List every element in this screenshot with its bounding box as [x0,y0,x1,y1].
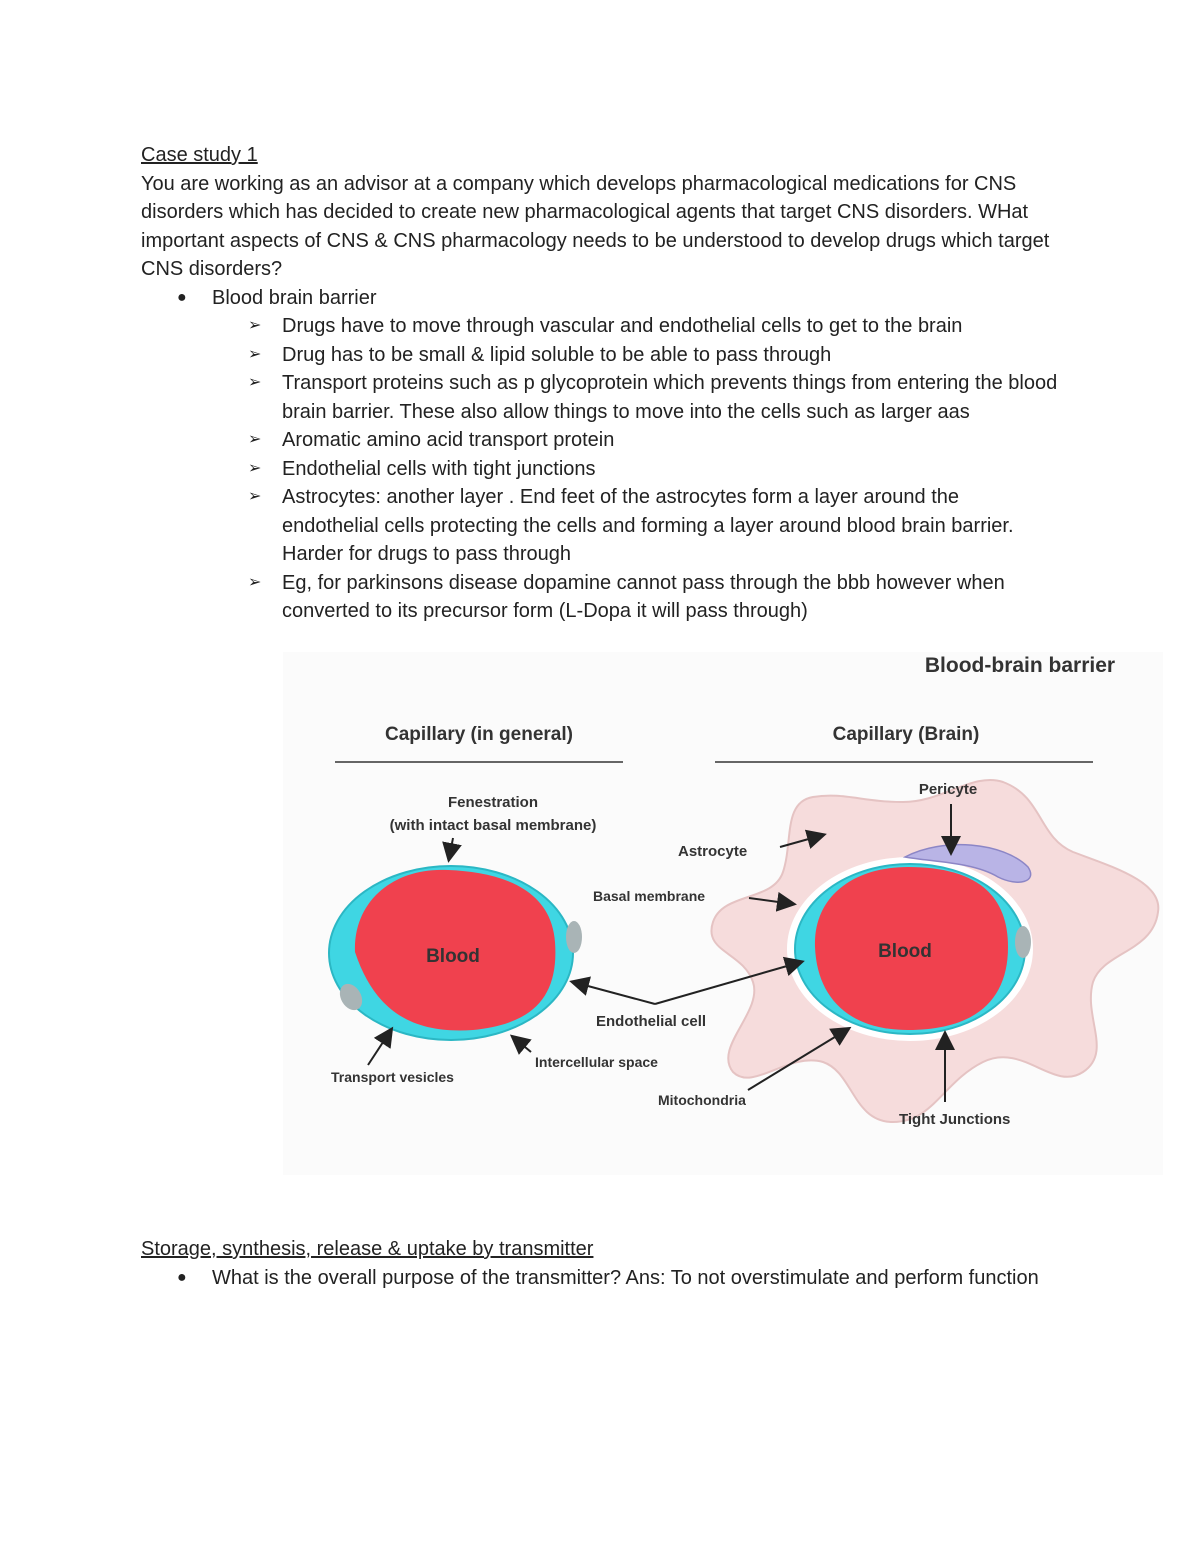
case-study-section [141,141,1061,626]
blood-label-left: Blood [426,946,480,967]
fenestration-sublabel: (with intact basal membrane) [389,817,597,834]
sub-bullet-item [141,569,1061,626]
pericyte-label: Pericyte [918,781,978,798]
sub-bullet-item [141,312,1061,341]
arrow-bullet-icon: ➢ [248,431,262,448]
sub-bullet-text: Aromatic amino acid transport protein [282,429,615,451]
bullet-item [141,284,1061,313]
arrow-bullet-icon: ➢ [248,573,262,591]
figure-title: Blood-brain barrier [924,654,1116,677]
sub-bullet-item [141,341,1061,370]
intercellular-space-label: Intercellular space [535,1054,658,1070]
sub-bullet-text: Drug has to be small & lipid soluble to be able to pass through [282,343,832,366]
blood-brain-barrier-figure [283,652,1163,1175]
sub-bullet-item [141,369,1061,426]
astrocyte-label: Astrocyte [678,843,748,860]
bullet-item [141,1264,1061,1293]
bullet-text: Blood brain barrier [212,286,377,309]
bullet-text: What is the overall purpose of the transmitter? Ans: To not overstimulate and perform function [212,1266,1039,1289]
sub-bullet-item [141,455,1061,484]
sub-bullet-text: Transport proteins such as p glycoprotein which prevents things from entering the blood brain barrier. These also allow things to move into the cells such as larger aas [282,372,1058,423]
right-heading: Capillary (Brain) [832,724,980,745]
left-heading: Capillary (in general) [385,724,573,745]
basal-membrane-label: Basal membrane [593,888,706,904]
sub-bullet-item [141,426,1061,455]
endothelial-cell-label: Endothelial cell [596,1013,707,1030]
arrow-bullet-icon: ➢ [248,317,262,334]
transmitter-section [141,1235,1061,1292]
sub-bullet-text: Astrocytes: another layer . End feet of the astrocytes form a layer around the endothelial cells protecting the cells and forming a layer around blood brain barrier. Harder for drugs to pass through [282,486,1014,565]
bullet-icon: ● [177,288,187,306]
mitochondria-label: Mitochondria [658,1092,746,1108]
intro-paragraph: You are working as an advisor at a company which develops pharmacological medications for CNS disorders which has decided to create new pharmacological agents that target CNS disorders. WHat important aspects of CNS & CNS pharmacology needs to be understood to develop drugs which target CNS disorders? [141,172,1050,280]
arrow-bullet-icon: ➢ [248,345,262,363]
fenestration-label: Fenestration [447,794,539,811]
blood-label-right: Blood [878,941,932,962]
sub-bullet-item [141,483,1061,569]
arrow-bullet-icon: ➢ [248,488,262,505]
arrow-bullet-icon: ➢ [248,374,262,391]
sub-bullet-text: Endothelial cells with tight junctions [282,457,596,480]
section-heading: Case study 1 [141,144,258,166]
section-heading: Storage, synthesis, release & uptake by transmitter [141,1238,594,1260]
transport-vesicles-label: Transport vesicles [331,1069,454,1085]
sub-bullet-text: Drugs have to move through vascular and endothelial cells to get to the brain [282,315,963,337]
general-capillary [329,866,582,1040]
sub-bullet-text: Eg, for parkinsons disease dopamine cannot pass through the bbb however when converted to its precursor form (L-Dopa it will pass through) [282,571,1005,622]
bullet-icon: ● [177,1268,187,1286]
arrow-bullet-icon: ➢ [248,459,262,477]
tight-junctions-label: Tight Junctions [899,1111,1011,1128]
